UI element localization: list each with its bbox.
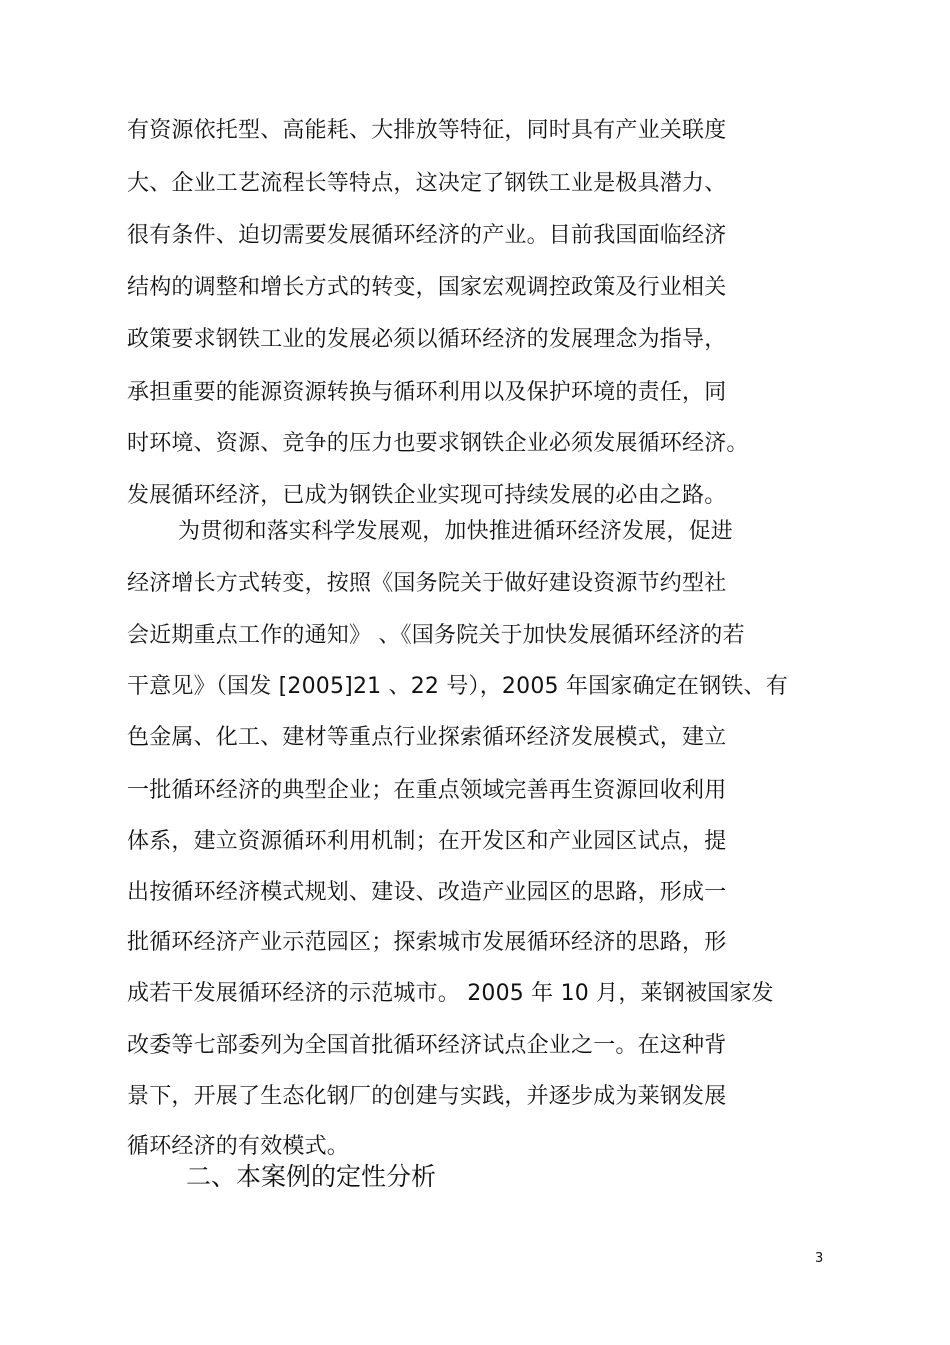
text-line: 经济增长方式转变，按照《国务院关于做好建设资源节约型社 bbox=[127, 571, 727, 596]
page-number: 3 bbox=[815, 1251, 824, 1266]
text-line: 干意见》（国发 [2005]21 、22 号），2005 年国家确定在钢铁、有 bbox=[127, 674, 788, 699]
text-line: 大、企业工艺流程长等特点，这决定了钢铁工业是极具潜力、 bbox=[127, 171, 727, 196]
text-line: 为贯彻和落实科学发展观，加快推进循环经济发展，促进 bbox=[178, 519, 734, 544]
text-line: 有资源依托型、高能耗、大排放等特征，同时具有产业关联度 bbox=[127, 118, 727, 143]
text-line: 循环经济的有效模式。 bbox=[127, 1134, 350, 1159]
section-heading: 二、本案例的定性分析 bbox=[186, 1162, 437, 1191]
text-line: 发展循环经济，已成为钢铁企业实现可持续发展的必由之路。 bbox=[127, 483, 727, 508]
text-line: 政策要求钢铁工业的发展必须以循环经济的发展理念为指导， bbox=[127, 327, 727, 352]
text-line: 体系，建立资源循环利用机制；在开发区和产业园区试点，提 bbox=[127, 829, 727, 854]
text-line: 承担重要的能源资源转换与循环利用以及保护环境的责任，同 bbox=[127, 380, 727, 405]
text-line: 结构的调整和增长方式的转变，国家宏观调控政策及行业相关 bbox=[127, 275, 727, 300]
text-line: 景下，开展了生态化钢厂的创建与实践，并逐步成为莱钢发展 bbox=[127, 1084, 727, 1109]
text-line: 一批循环经济的典型企业；在重点领域完善再生资源回收利用 bbox=[127, 778, 727, 803]
text-line: 很有条件、迫切需要发展循环经济的产业。目前我国面临经济 bbox=[127, 223, 727, 248]
text-line: 会近期重点工作的通知》 、《国务院关于加快发展循环经济的若 bbox=[127, 623, 745, 648]
text-line: 时环境、资源、竞争的压力也要求钢铁企业必须发展循环经济。 bbox=[127, 431, 749, 456]
text-line: 色金属、化工、建材等重点行业探索循环经济发展模式，建立 bbox=[127, 725, 727, 750]
text-line: 成若干发展循环经济的示范城市。 2005 年 10 月，莱钢被国家发 bbox=[127, 981, 774, 1006]
text-line: 出按循环经济模式规划、建设、改造产业园区的思路，形成一 bbox=[127, 880, 727, 905]
text-line: 改委等七部委列为全国首批循环经济试点企业之一。在这种背 bbox=[127, 1033, 727, 1058]
text-line: 批循环经济产业示范园区；探索城市发展循环经济的思路，形 bbox=[127, 930, 727, 955]
